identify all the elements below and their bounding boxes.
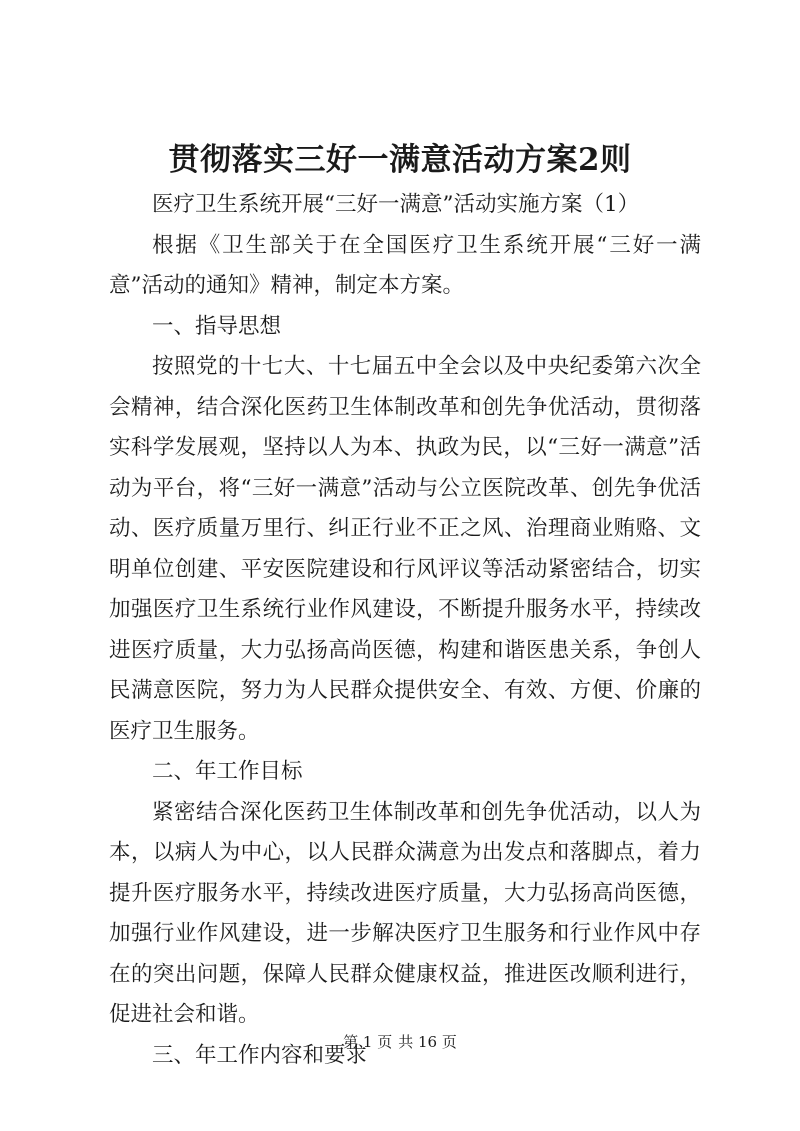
guiding-thought-paragraph: 按照党的十七大、十七届五中全会以及中央纪委第六次全会精神，结合深化医药卫生体制改革和创先争优活动，贯彻落实科学发展观，坚持以人为本、执政为民，以“三好一满意”活动为平台，将“三好一满意”活动与公立医院改革、创先争优活动、医疗质量万里行、纠正行业不正之风、治理商业贿赂、文明单位创建、平安医院建设和行风评议等活动紧密结合，切实加强医疗卫生系统行业作风建设，不断提升服务水平，持续改进医疗质量，大力弘扬高尚医德，构建和谐医患关系，争创人民满意医院，努力为人民群众提供安全、有效、方便、价廉的医疗卫生服务。 [109, 354, 701, 744]
annual-goals-paragraph: 紧密结合深化医药卫生体制改革和创先争优活动，以人为本，以病人为中心，以人民群众满意为出发点和落脚点，着力提升医疗服务水平，持续改进医疗质量，大力弘扬高尚医德，加强行业作风建设，进一步解决医疗卫生服务和行业作风中存在的突出问题，保障人民群众健康权益，推进医改顺利进行，促进社会和谐。 [109, 799, 701, 1027]
document-title: 贯彻落实三好一满意活动方案2则 [168, 142, 632, 178]
section-heading-work-content: 三、年工作内容和要求 [152, 1042, 368, 1068]
document-body [109, 185, 701, 1076]
page-number: 第 1 页 [343, 1033, 393, 1051]
page-footer [0, 1032, 800, 1052]
section-heading-guiding-thought: 一、指导思想 [152, 313, 282, 339]
section-heading-annual-goals: 二、年工作目标 [152, 759, 303, 784]
intro-paragraph: 根据《卫生部关于在全国医疗卫生系统开展“三好一满意”活动的通知》精神，制定本方案。 [109, 232, 701, 298]
subtitle-paragraph: 医疗卫生系统开展“三好一满意”活动实施方案（1） [152, 192, 640, 217]
page-total: 共 16 页 [398, 1033, 457, 1051]
